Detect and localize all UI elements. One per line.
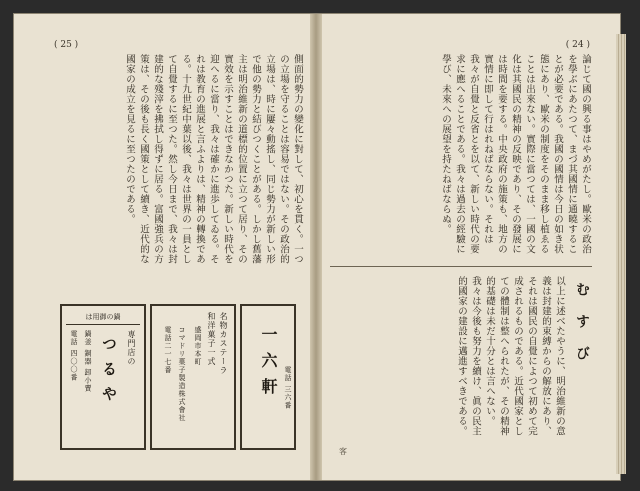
- right-page-top-text: 論じて國の興る事はやめがたし。歐米の政治を學ぶにあたつて、まづ其國情に通曉することが必要である。我國の國情は今日の如き状態にあり、歐米の制度をそのまま移し植ゑることは出來ない。實際に當つては、一國の文化は其國民の精神の反映であり、その發展には時間を要する。中央政府の施策も、地方の實情に即して行はれねばならない。それは我々が自覺と反省とを以て、新しい時代の要求に應へることである。我々は過去の經驗に學び、未來への展望を持たねばならぬ。: [440, 54, 591, 254]
- left-page-body-text: 側面的勢力の變化に對して、初心を貫く。一つの立場を守ることは容易ではない。その政治的立場は、時に屢々動搖し、同じ勢力が新しい形で他の勢力と結びつくことがある。しかし舊藩主は明治維新の道標的位置に立つて居り、その實效を示すことはできなかつた。新しい時代を迎へるに當り、我々は確かに進歩してゐる。それは教育の進展と言ふよりは、精神の轉換である。十九世紀中葉以後、我々は世界の一員として自覺するに至つた。然し今日まで、我々は封建的な殘滓を拂拭し得ずに居る。富國強兵の方策は、その後も長く國策として續き、近代的な國家の成立を見るに至つたのである。: [124, 54, 303, 264]
- advertisement-ichirokuken: [240, 304, 296, 450]
- section-heading: むすび: [574, 282, 590, 378]
- right-page-number: ( 24 ): [565, 40, 590, 50]
- ad-details: 鍋釜 銅器 卸小賣: [84, 330, 92, 393]
- book-spread: [14, 14, 620, 480]
- section-divider: [330, 266, 592, 267]
- ad-header: は用御の鍋: [66, 310, 140, 325]
- ad-shop-name: 一六軒: [259, 326, 278, 404]
- ad-line-5: 電話二一七番: [164, 326, 172, 374]
- ad-shop-type: 専門店の: [127, 330, 136, 366]
- advertisement-tsuruya: [60, 304, 146, 450]
- page-edges: [616, 34, 626, 474]
- ad-line-4: コマドリ菓子製造株式會社: [178, 326, 186, 422]
- ad-line-1: 名物カステーラ: [219, 312, 228, 375]
- right-page-bottom-text: 以上に述べたやうに、明治維新の意義は封建的束縛からの解放にあり、それは國民の自覺によつて初めて完成されるものである。近代國家としての體制は整へられたが、その精神的基礎は未だ十分とは言へない。我々は今後も努力を續け、眞の民主的國家の建設に邁進すべきである。: [456, 276, 565, 436]
- ad-phone: 電話 三六番: [284, 366, 292, 410]
- left-page-number: ( 25 ): [54, 40, 79, 50]
- footer-mark: 客: [339, 447, 347, 456]
- ad-line-2: 和洋菓子一式: [207, 312, 216, 366]
- advertisement-kasutera: [150, 304, 236, 450]
- ad-shop-name: つるや: [100, 336, 118, 411]
- ad-line-3: 盛岡市本町: [194, 326, 202, 366]
- book-gutter: [310, 14, 322, 480]
- ad-phone: 電話 四〇〇番: [70, 330, 78, 382]
